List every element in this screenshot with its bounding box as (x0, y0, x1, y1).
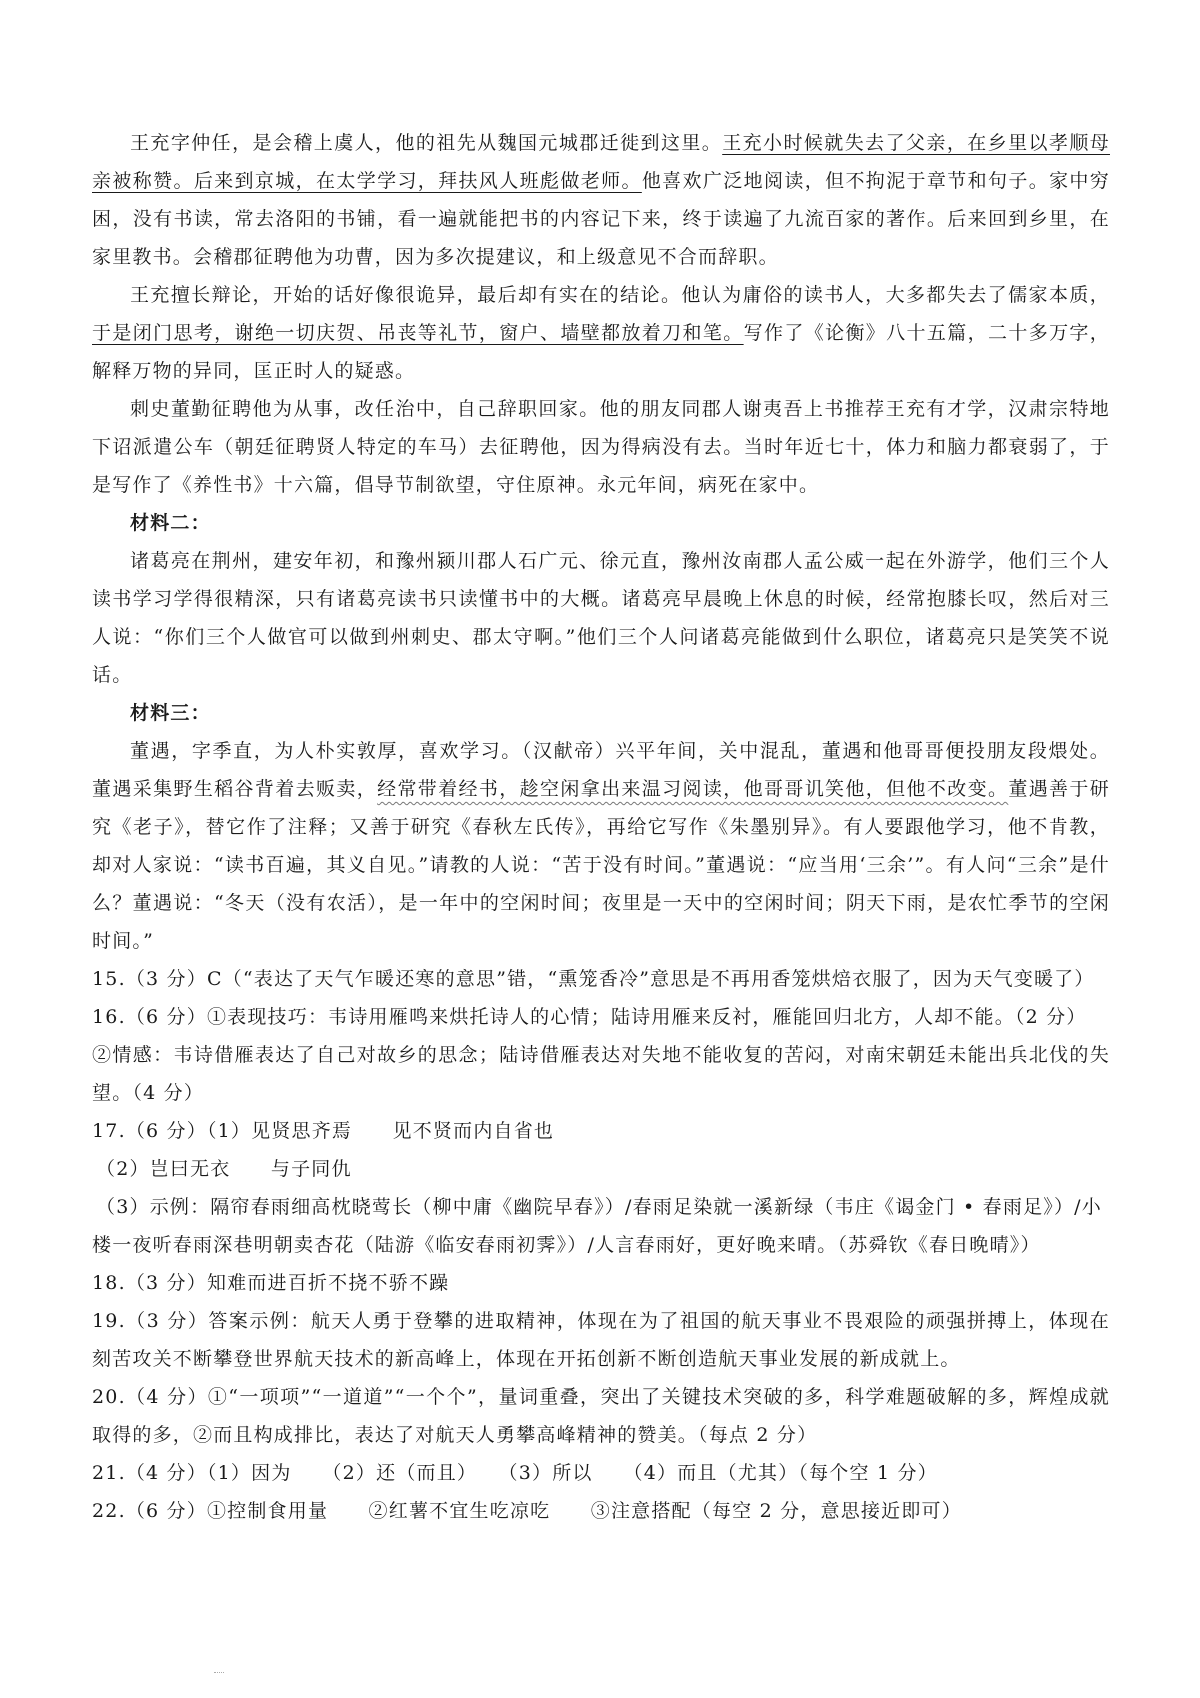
answer-18: 18.（3 分）知难而进百折不挠不骄不躁 (92, 1272, 450, 1294)
answer-20: 20.（4 分）①“一项项”“一道道”“一个个”，量词重叠，突出了关键技术突破的多，科学难题破解的多，辉煌成就取得的多，②而且构成排比，表达了对航天人勇攀高峰精神的赞美。（每点 2 分） (92, 1386, 1110, 1446)
material3-paragraph (92, 732, 1110, 960)
answer-sheet-page (92, 124, 1110, 1530)
text-span: 王充擅长辩论，开始的话好像很诡异，最后却有实在的结论。他认为庸俗的读书人，大多都失去了儒家本质， (130, 284, 1110, 306)
wavy-underlined-sentence: 经常带着经书，趁空闲拿出来温习阅读，他哥哥讥笑他，但他不改变。 (377, 778, 1009, 800)
text-span: 王充字仲任，是会稽上虞人，他的祖先从魏国元城郡迁徙到这里。 (130, 132, 723, 154)
answer-17-part-1: 17.（6 分）（1）见贤思齐焉 见不贤而内自省也 (92, 1120, 555, 1142)
material1-paragraph-3: 刺史董勤征聘他为从事，改任治中，自己辞职回家。他的朋友同郡人谢夷吾上书推荐王充有才学，汉肃宗特地下诏派遣公车（朝廷征聘贤人特定的车马）去征聘他，因为得病没有去。当时年近七十，体力和脑力都衰弱了，于是写作了《养性书》十六篇，倡导节制欲望，守住原神。永元年间，病死在家中。 (92, 398, 1110, 496)
material3-heading: 材料三： (130, 702, 211, 724)
underlined-sentence: 王充小时候就失去了父亲，在乡里以孝顺母亲被称赞。后来到京城，在太学学习，拜扶风人班彪做老师。 (92, 132, 1110, 192)
text-span: 写作了《论衡》八十五篇，二十多万字，解释万物的异同，匡正时人的疑惑。 (92, 322, 1110, 382)
footer-divider (214, 1672, 224, 1676)
material1-paragraph-1 (92, 124, 1110, 276)
material1-paragraph-2 (92, 276, 1110, 390)
answer-22: 22.（6 分）①控制食用量 ②红薯不宜生吃凉吃 ③注意搭配（每空 2 分，意思接近即可） (92, 1500, 962, 1522)
answer-17-part-2: （2）岂曰无衣 与子同仇 (96, 1158, 352, 1180)
answer-15: 15.（3 分）C（“表达了天气乍暖还寒的意思”错，“熏笼香冷”意思是不再用香笼烘焙衣服了，因为天气变暖了） (92, 968, 1095, 990)
text-span: 董遇善于研究《老子》，替它作了注释；又善于研究《春秋左氏传》，再给它写作《朱墨别异》。有人要跟他学习，他不肯教，却对人家说：“读书百遍，其义自见。”请教的人说：“苦于没有时间。”董遇说：“应当用‘三余’”。有人问“三余”是什么？董遇说：“冬天（没有农活），是一年中的空闲时间；夜里是一天中的空闲时间；阴天下雨，是农忙季节的空闲时间。” (92, 778, 1110, 952)
material2-heading: 材料二： (130, 512, 211, 534)
answer-21: 21.（4 分）（1）因为 （2）还（而且） （3）所以 （4）而且（尤其）（每个空 1 分） (92, 1462, 938, 1484)
answer-19: 19.（3 分）答案示例：航天人勇于登攀的进取精神，体现在为了祖国的航天事业不畏艰险的顽强拼搏上，体现在刻苦攻关不断攀登世界航天技术的新高峰上，体现在开拓创新不断创造航天事业发展的新成就上。 (92, 1310, 1110, 1370)
answer-16-part-1: 16.（6 分）①表现技巧：韦诗用雁鸣来烘托诗人的心情；陆诗用雁来反衬，雁能回归北方，人却不能。（2 分） (92, 1006, 1087, 1028)
text-span: 他喜欢广泛地阅读，但不拘泥于章节和句子。家中穷困，没有书读，常去洛阳的书铺，看一遍就能把书的内容记下来，终于读遍了九流百家的著作。后来回到乡里，在家里教书。会稽郡征聘他为功曹，因为多次提建议，和上级意见不合而辞职。 (92, 170, 1110, 268)
answer-17-part-3: （3）示例：隔帘春雨细高枕晓莺长（柳中庸《幽院早春》）/春雨足染就一溪新绿（韦庄《谒金门 • 春雨足》）/小楼一夜听春雨深巷明朝卖杏花（陆游《临安春雨初霁》）/人言春雨好，更好晚来晴。（苏舜钦《春日晚晴》） (92, 1196, 1102, 1256)
text-span: 董遇，字季直，为人朴实敦厚，喜欢学习。（汉献帝）兴平年间，关中混乱，董遇和他哥哥便投朋友段煨处。董遇采集野生稻谷背着去贩卖， (92, 740, 1110, 800)
material2-paragraph: 诸葛亮在荆州，建安年初，和豫州颍川郡人石广元、徐元直，豫州汝南郡人孟公威一起在外游学，他们三个人读书学习学得很精深，只有诸葛亮读书只读懂书中的大概。诸葛亮早晨晚上休息的时候，经常抱膝长叹，然后对三人说：“你们三个人做官可以做到州刺史、郡太守啊。”他们三个人问诸葛亮能做到什么职位，诸葛亮只是笑笑不说话。 (92, 550, 1110, 686)
answer-16-part-2: ②情感：韦诗借雁表达了自己对故乡的思念；陆诗借雁表达对失地不能收复的苦闷，对南宋朝廷未能出兵北伐的失望。（4 分） (92, 1044, 1110, 1104)
underlined-sentence: 于是闭门思考，谢绝一切庆贺、吊丧等礼节，窗户、墙壁都放着刀和笔。 (92, 322, 744, 344)
